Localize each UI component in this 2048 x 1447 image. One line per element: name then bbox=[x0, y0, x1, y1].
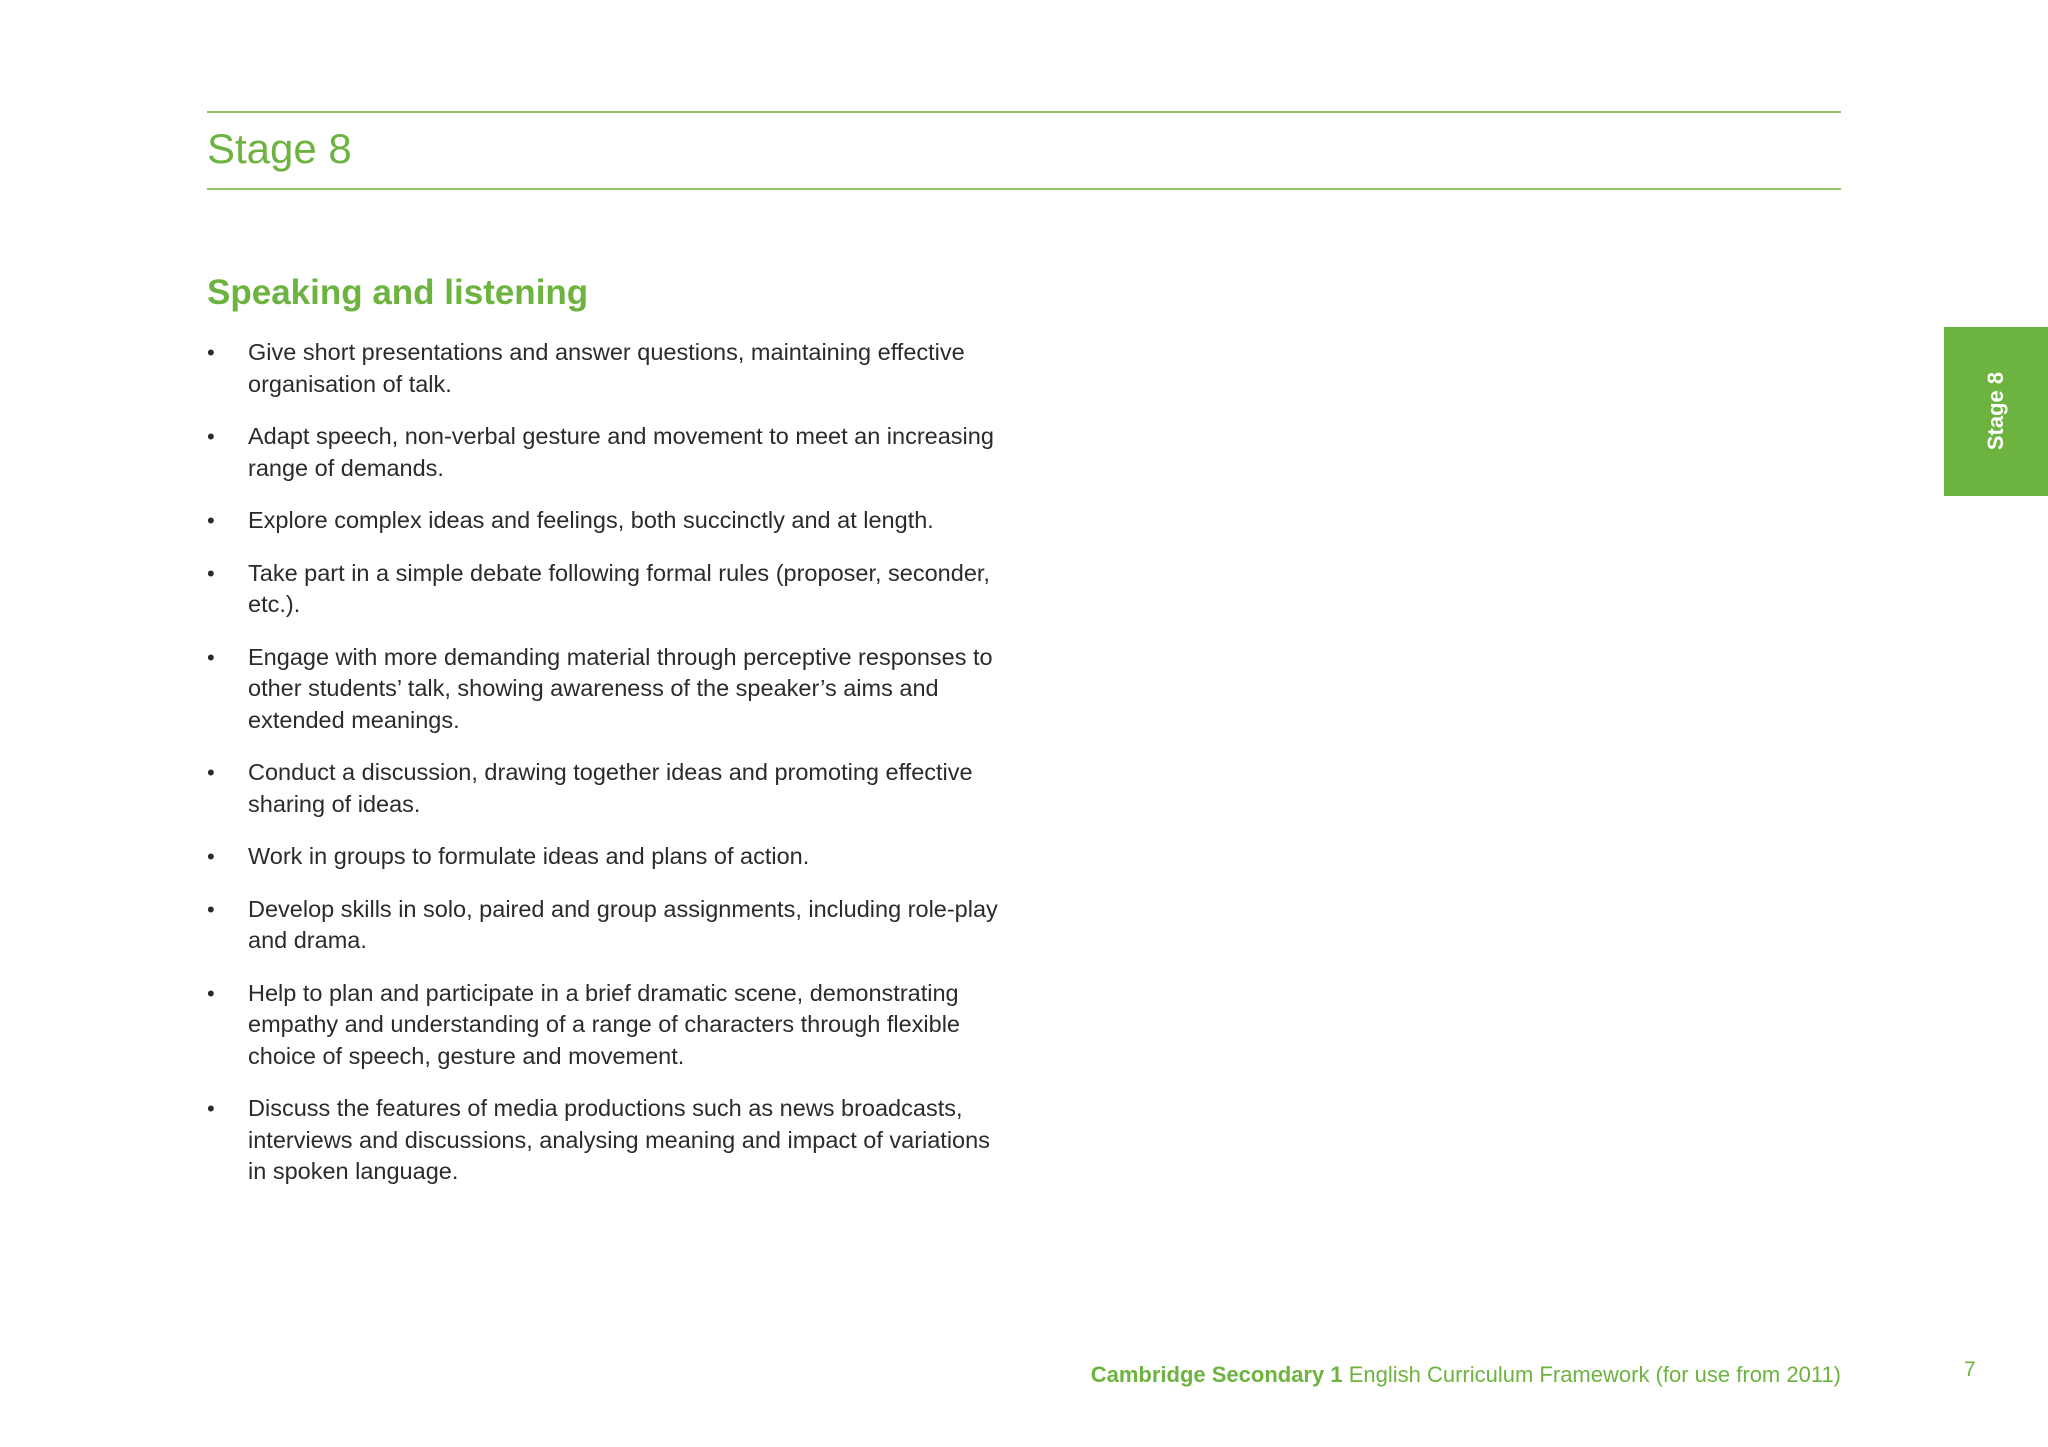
list-item bbox=[207, 337, 1007, 400]
list-item bbox=[207, 558, 1007, 621]
page-title: Stage 8 bbox=[207, 125, 352, 172]
stage-side-tab bbox=[1944, 327, 2048, 496]
bullet-icon: • bbox=[207, 896, 215, 922]
list-item-text: Help to plan and participate in a brief dramatic scene, demonstrating empathy and understanding of a range of characters through flexible choice of speech, gesture and movement. bbox=[248, 979, 960, 1069]
list-item-text: Take part in a simple debate following formal rules (proposer, seconder, etc.). bbox=[248, 559, 990, 617]
header-top-rule bbox=[207, 111, 1841, 113]
stage-side-tab-label: Stage 8 bbox=[1983, 371, 2008, 451]
bullet-icon: • bbox=[207, 560, 215, 586]
list-item-text: Explore complex ideas and feelings, both succinctly and at length. bbox=[248, 507, 934, 533]
header-bottom-rule bbox=[207, 188, 1841, 190]
page-number: 7 bbox=[1964, 1358, 1976, 1381]
bullet-icon: • bbox=[207, 644, 215, 670]
list-item bbox=[207, 894, 1007, 957]
bullet-icon: • bbox=[207, 508, 215, 533]
footer bbox=[1091, 1362, 1841, 1388]
bullet-icon: • bbox=[207, 340, 215, 365]
bullet-icon: • bbox=[207, 980, 215, 1006]
section-heading: Speaking and listening bbox=[207, 273, 589, 312]
list-item-text: Work in groups to formulate ideas and plans of action. bbox=[248, 843, 810, 869]
list-item bbox=[207, 642, 1007, 737]
bullet-icon: • bbox=[207, 844, 215, 869]
list-item-text: Give short presentations and answer questions, maintaining effective organisation of talk. bbox=[248, 339, 965, 397]
footer-title: English Curriculum Framework (for use from 2011) bbox=[1342, 1362, 1841, 1387]
list-item bbox=[207, 978, 1007, 1073]
bullet-icon: • bbox=[207, 760, 215, 785]
list-item-text: Engage with more demanding material through perceptive responses to other students’ talk, showing awareness of the speaker’s aims and extended meanings. bbox=[248, 643, 993, 733]
footer-brand: Cambridge Secondary 1 bbox=[1090, 1362, 1343, 1387]
list-item-text: Conduct a discussion, drawing together ideas and promoting effective sharing of ideas. bbox=[248, 759, 973, 817]
list-item-text: Adapt speech, non-verbal gesture and movement to meet an increasing range of demands. bbox=[248, 423, 994, 481]
bullet-icon: • bbox=[207, 1096, 215, 1121]
list-item-text: Discuss the features of media productions such as news broadcasts, interviews and discussions, analysing meaning and impact of variations in spoken language. bbox=[248, 1095, 990, 1184]
bullet-list bbox=[207, 337, 1007, 1209]
list-item bbox=[207, 505, 1007, 537]
list-item bbox=[207, 421, 1007, 484]
list-item-text: Develop skills in solo, paired and group assignments, including role-play and drama. bbox=[248, 895, 998, 953]
list-item bbox=[207, 1093, 1007, 1188]
bullet-icon: • bbox=[207, 424, 215, 449]
list-item bbox=[207, 757, 1007, 820]
list-item bbox=[207, 841, 1007, 873]
